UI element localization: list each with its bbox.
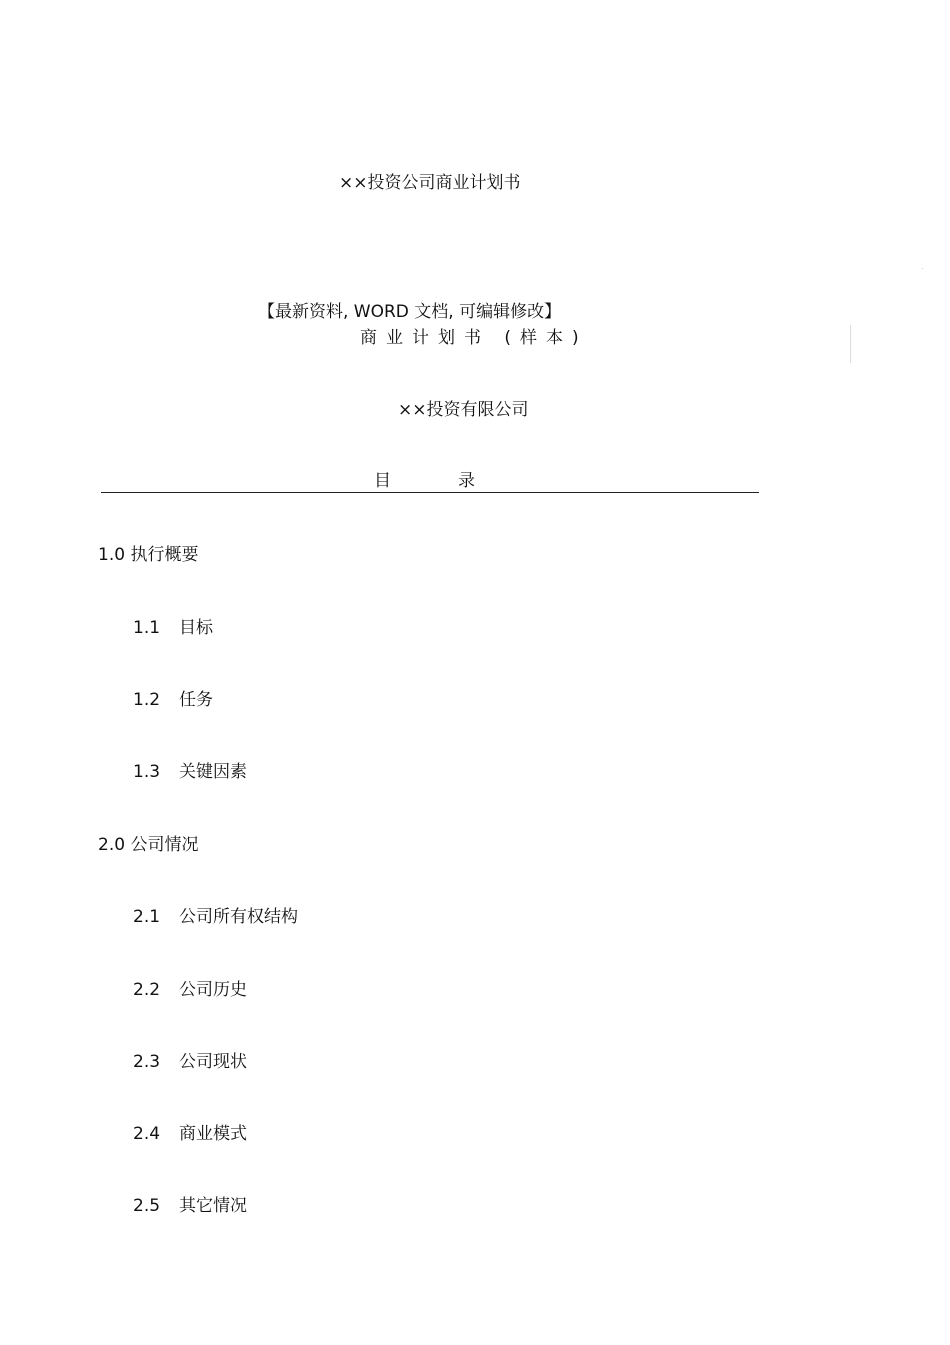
promo-note: 【最新资料, WORD 文档, 可编辑修改】 — [258, 302, 562, 322]
margin-mark — [850, 325, 851, 363]
document-title: ××投资公司商业计划书 — [339, 173, 521, 193]
toc-item-number: 1.3 — [133, 762, 161, 782]
toc-item-number: 2.4 — [133, 1124, 161, 1144]
toc-item-goals[interactable]: 目标 — [179, 618, 213, 638]
company-name: ××投资有限公司 — [398, 400, 529, 420]
toc-item-number: 1.1 — [133, 618, 161, 638]
toc-item-key-factors[interactable]: 关键因素 — [179, 762, 247, 782]
toc-item-number: 2.1 — [133, 907, 161, 927]
toc-item-number: 2.2 — [133, 980, 161, 1000]
toc-item-other[interactable]: 其它情况 — [179, 1196, 247, 1216]
toc-section-1[interactable]: 1.0 执行概要 — [98, 545, 199, 565]
toc-heading-char-2: 录 — [458, 471, 475, 491]
toc-item-number: 2.3 — [133, 1052, 161, 1072]
margin-dot — [922, 268, 923, 269]
toc-heading-char-1: 目 — [374, 471, 391, 491]
toc-item-number: 2.5 — [133, 1196, 161, 1216]
toc-item-ownership[interactable]: 公司所有权结构 — [179, 907, 298, 927]
toc-item-history[interactable]: 公司历史 — [179, 980, 247, 1000]
toc-section-2[interactable]: 2.0 公司情况 — [98, 835, 199, 855]
toc-item-number: 1.2 — [133, 690, 161, 710]
document-subtitle: 商业计划书 (样本) — [360, 328, 588, 348]
toc-item-mission[interactable]: 任务 — [179, 690, 213, 710]
toc-heading — [101, 471, 759, 493]
toc-item-status[interactable]: 公司现状 — [179, 1052, 247, 1072]
toc-item-business-model[interactable]: 商业模式 — [179, 1124, 247, 1144]
